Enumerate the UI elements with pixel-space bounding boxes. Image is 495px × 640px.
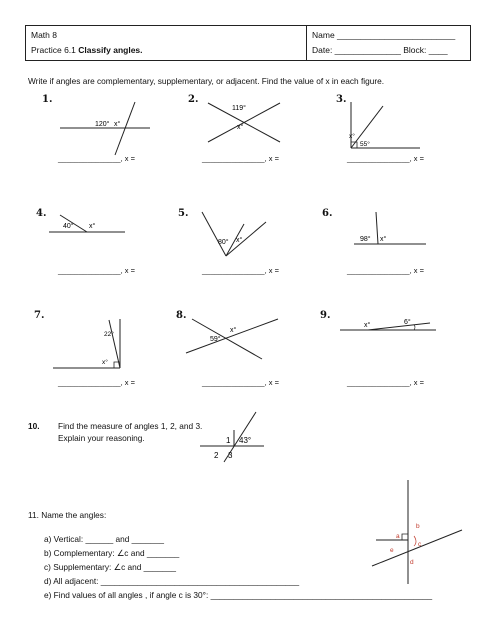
fig9-label-x: x°: [364, 322, 371, 329]
q11-item-d[interactable]: d) All adjacent: ___________________________________________: [44, 576, 300, 586]
fig5-label-x: x°: [236, 237, 243, 244]
practice-title-line: [31, 45, 143, 55]
q10-number: 10.: [28, 421, 40, 431]
fig8-label-59: 59°: [210, 336, 221, 343]
figure-9: [338, 314, 438, 344]
q10-label-1: 1: [226, 436, 231, 445]
q11-title: 11. Name the angles:: [28, 510, 107, 520]
fig4-label-x: x°: [89, 223, 96, 230]
figure-6: [350, 208, 430, 254]
q11-label-a: a: [396, 533, 400, 540]
q11-label-d: d: [410, 559, 414, 566]
q11-label-e: e: [390, 547, 394, 554]
figure-1: [55, 100, 155, 160]
fig3-label-55: 55°: [360, 141, 370, 148]
answer-line-5[interactable]: _______________, x =: [202, 266, 279, 275]
fig1-label-x: x°: [114, 121, 121, 128]
figure-11: [368, 476, 464, 588]
problem-1-number: 1.: [42, 94, 53, 105]
figure-5: [190, 210, 270, 262]
fig7-label-x: x°: [102, 359, 108, 366]
q11-item-e[interactable]: e) Find values of all angles , if angle c is 30°: ________________________________________________: [44, 590, 433, 600]
question-11: [28, 510, 433, 600]
fig6-label-x: x°: [380, 236, 387, 243]
fig2-label-119: 119°: [232, 105, 246, 112]
q11-item-c[interactable]: c) Supplementary: ∠c and _______: [44, 562, 176, 572]
practice-prefix: Practice 6.1: [31, 45, 76, 55]
q10-label-2: 2: [214, 451, 219, 460]
fig3-label-x: x°: [349, 133, 355, 140]
fig7-label-22: 22°: [104, 331, 114, 338]
header-box: [25, 25, 471, 61]
course-name: Math 8: [31, 30, 57, 40]
answer-line-4[interactable]: _______________, x =: [58, 266, 135, 275]
figure-7: [48, 316, 128, 372]
problem-4-number: 4.: [36, 208, 47, 219]
name-field[interactable]: Name _________________________: [312, 30, 456, 40]
problem-2-number: 2.: [188, 94, 199, 105]
q11-label-b: b: [416, 523, 420, 530]
answer-line-7[interactable]: _______________, x =: [58, 378, 135, 387]
fig2-label-x: x°: [237, 124, 244, 131]
q10-line2: Explain your reasoning.: [58, 433, 145, 443]
q10-label-43: 43°: [239, 436, 252, 445]
q10-label-3: 3: [228, 451, 233, 460]
answer-line-3[interactable]: _______________, x =: [347, 154, 424, 163]
figure-8: [182, 313, 282, 363]
fig5-label-80: 80°: [218, 239, 229, 246]
problem-7-number: 7.: [34, 310, 45, 321]
header-divider: [306, 26, 307, 60]
date-block-field[interactable]: Date: ______________ Block: ____: [312, 45, 448, 55]
answer-line-9[interactable]: _______________, x =: [347, 378, 424, 387]
fig9-label-6: 6°: [404, 319, 411, 326]
q11-item-a[interactable]: a) Vertical: ______ and _______: [44, 534, 164, 544]
fig8-label-x: x°: [230, 327, 237, 334]
answer-line-6[interactable]: _______________, x =: [347, 266, 424, 275]
q10-line1: Find the measure of angles 1, 2, and 3.: [58, 421, 203, 431]
fig1-label-120: 120°: [95, 121, 110, 128]
problem-9-number: 9.: [320, 310, 331, 321]
practice-title: Classify angles.: [78, 45, 143, 55]
problem-3-number: 3.: [336, 94, 347, 105]
fig6-label-98: 98°: [360, 236, 371, 243]
fig4-label-40: 40°: [63, 223, 74, 230]
answer-line-1[interactable]: _______________, x =: [58, 154, 135, 163]
problem-5-number: 5.: [178, 208, 189, 219]
question-10: [28, 420, 202, 444]
answer-line-2[interactable]: _______________, x =: [202, 154, 279, 163]
q11-item-b[interactable]: b) Complementary: ∠c and _______: [44, 548, 180, 558]
figure-4: [45, 212, 135, 242]
problem-6-number: 6.: [322, 208, 333, 219]
figure-2: [200, 98, 290, 146]
figure-3: [345, 98, 425, 154]
q11-label-c: c: [418, 541, 422, 548]
answer-line-8[interactable]: _______________, x =: [202, 378, 279, 387]
problem-8-number: 8.: [176, 310, 187, 321]
instructions: Write if angles are complementary, supplementary, or adjacent. Find the value of x in each figure.: [28, 76, 385, 86]
figure-10: [198, 410, 268, 464]
